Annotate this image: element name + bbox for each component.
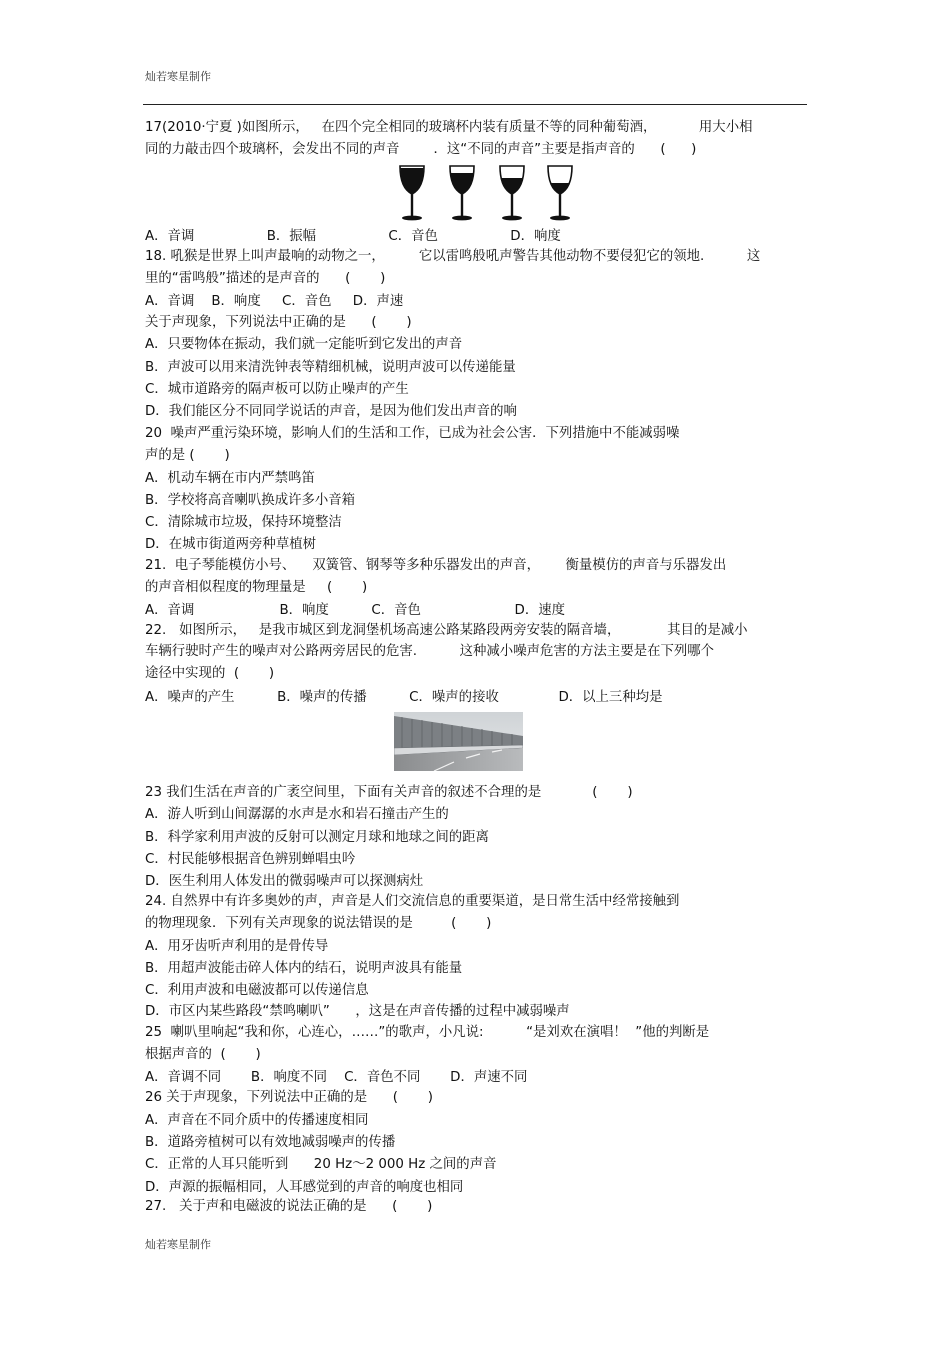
q18-options: A．音调 B．响度 C．音色 D．声速 xyxy=(145,294,404,309)
q19-option-d: D．我们能区分不同同学说话的声音，是因为他们发出声音的响 xyxy=(145,404,517,419)
q26-option-d: D．声源的振幅相同，人耳感觉到的声音的响度也相同 xyxy=(145,1180,464,1195)
q26-option-b: B．道路旁植树可以有效地减弱噪声的传播 xyxy=(145,1135,396,1150)
q23-option-a: A．游人听到山间潺潺的水声是水和岩石撞击产生的 xyxy=(145,807,449,822)
q17-line-1: 17(2010·宁夏 )如图所示， 在四个完全相同的玻璃杯内装有质量不等的同种葡萄酒， 用大小相 xyxy=(145,120,753,135)
q23-option-d: D．医生利用人体发出的微弱噪声可以探测病灶 xyxy=(145,874,424,889)
q24-option-b: B．用超声波能击碎人体内的结石，说明声波具有能量 xyxy=(145,961,463,976)
page-footer: 灿若寒星制作 xyxy=(145,1238,211,1251)
q26-option-a: A．声音在不同介质中的传播速度相同 xyxy=(145,1113,369,1128)
q21-line-2: 的声音相似程度的物理量是 ( ) xyxy=(145,580,368,595)
q24-option-c: C．利用声波和电磁波都可以传递信息 xyxy=(145,983,369,998)
header-rule xyxy=(143,104,807,105)
q23-option-c: C．村民能够根据音色辨别蝉唱虫吟 xyxy=(145,852,356,867)
q20-line-2: 声的是 ( ) xyxy=(145,448,230,463)
q25-line-2: 根据声音的 ( ) xyxy=(145,1047,261,1062)
q17-line-2: 同的力敲击四个玻璃杯，会发出不同的声音 ．这“不同的声音”主要是指声音的 ( ) xyxy=(145,142,697,157)
q22-line-1: 22. 如图所示， 是我市城区到龙洞堡机场高速公路某路段两旁安装的隔音墙， 其目的是减小 xyxy=(145,623,748,638)
q27-stem: 27. 关于声和电磁波的说法正确的是 ( ) xyxy=(145,1199,433,1214)
q20-line-1: 20 噪声严重污染环境，影响人们的生活和工作，已成为社会公害．下列措施中不能减弱噪 xyxy=(145,426,680,441)
q26-stem: 26 关于声现象，下列说法中正确的是 ( ) xyxy=(145,1090,433,1105)
q17-options: A．音调 B．振幅 C．音色 D．响度 xyxy=(145,229,561,244)
q24-line-1: 24. 自然界中有许多奥妙的声，声音是人们交流信息的重要渠道，是日常生活中经常接触到 xyxy=(145,894,680,909)
q20-option-d: D．在城市街道两旁种草植树 xyxy=(145,537,316,552)
q25-options: A．音调不同 B．响度不同 C．音色不同 D．声速不同 xyxy=(145,1070,528,1085)
q22-line-3: 途径中实现的 ( ) xyxy=(145,666,275,681)
q24-option-a: A．用牙齿听声利用的是骨传导 xyxy=(145,939,329,954)
q18-line-2: 里的“雷鸣般”描述的是声音的 ( ) xyxy=(145,271,386,286)
q24-line-2: 的物理现象．下列有关声现象的说法错误的是 ( ) xyxy=(145,916,492,931)
q22-options: A．噪声的产生 B．噪声的传播 C．噪声的接收 D．以上三种均是 xyxy=(145,690,663,705)
q20-option-c: C．清除城市垃圾，保持环境整洁 xyxy=(145,515,342,530)
q19-option-b: B．声波可以用来清洗钟表等精细机械，说明声波可以传递能量 xyxy=(145,360,516,375)
q19-stem: 关于声现象，下列说法中正确的是 ( ) xyxy=(145,315,412,330)
q19-option-a: A．只要物体在振动，我们就一定能听到它发出的声音 xyxy=(145,337,463,352)
q24-option-d: D．市区内某些路段“禁鸣喇叭” ，这是在声音传播的过程中减弱噪声 xyxy=(145,1004,570,1019)
wine-glasses-figure xyxy=(396,162,576,224)
q18-line-1: 18. 吼猴是世界上叫声最响的动物之一， 它以雷鸣般吼声警告其他动物不要侵犯它的领地. 这 xyxy=(145,249,761,264)
q21-line-1: 21. 电子琴能模仿小号、 双簧管、钢琴等多种乐器发出的声音， 衡量模仿的声音与乐器发出 xyxy=(145,558,727,573)
q20-option-a: A．机动车辆在市内严禁鸣笛 xyxy=(145,471,315,486)
q20-option-b: B．学校将高音喇叭换成许多小音箱 xyxy=(145,493,356,508)
q21-options: A．音调 B．响度 C．音色 D．速度 xyxy=(145,603,566,618)
q25-line-1: 25 喇叭里响起“我和你，心连心，……”的歌声，小凡说: “是刘欢在演唱！ ”他的判断是 xyxy=(145,1025,710,1040)
q22-line-2: 车辆行驶时产生的噪声对公路两旁居民的危害. 这种减小噪声危害的方法主要是在下列哪个 xyxy=(145,644,715,659)
sound-barrier-photo xyxy=(394,712,523,771)
q26-option-c: C．正常的人耳只能听到 20 Hz～2 000 Hz 之间的声音 xyxy=(145,1157,497,1172)
page-header: 灿若寒星制作 xyxy=(145,70,211,83)
q23-option-b: B．科学家利用声波的反射可以测定月球和地球之间的距离 xyxy=(145,830,489,845)
q19-option-c: C．城市道路旁的隔声板可以防止噪声的产生 xyxy=(145,382,409,397)
q23-stem: 23 我们生活在声音的广袤空间里，下面有关声音的叙述不合理的是 ( ) xyxy=(145,785,633,800)
